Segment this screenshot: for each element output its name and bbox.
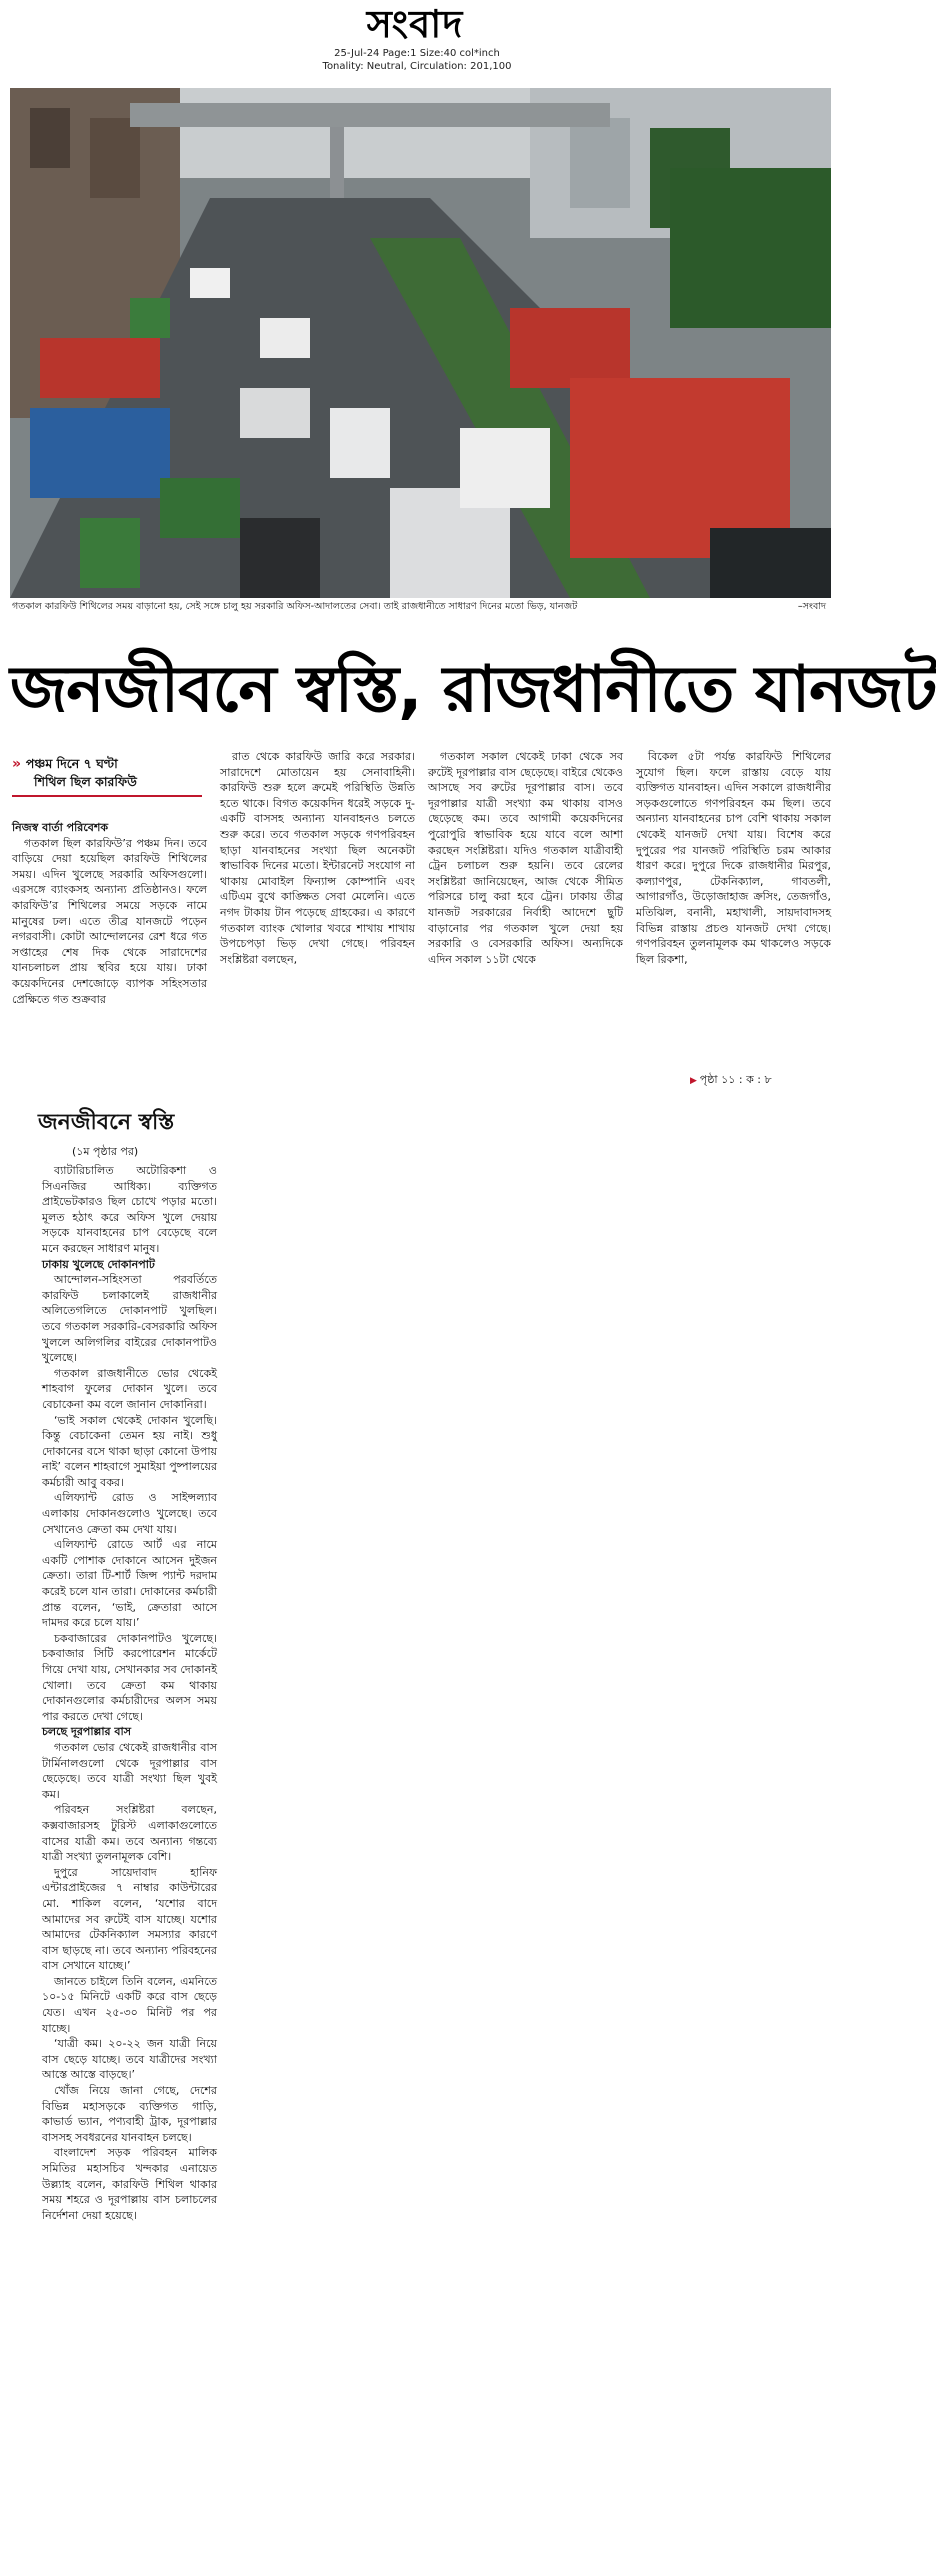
subhead-line-1: পঞ্চম দিনে ৭ ঘণ্টা (25, 756, 118, 771)
continuation-subtitle: (১ম পৃষ্ঠার পর) (72, 1145, 139, 1158)
byline: নিজস্ব বার্তা পরিবেশক (12, 821, 109, 834)
subhead-rule (12, 795, 202, 797)
paragraph: ‘যাত্রী কম। ২০-২২ জন যাত্রী নিয়ে বাস ছেড়ে যাচ্ছে। তবে যাত্রীদের সংখ্যা আস্তে আস্তে বাড়ছে।’ (42, 2037, 217, 2082)
headline: জনজীবনে স্বস্তি, রাজধানীতে যানজট (10, 653, 936, 727)
section-heading: ঢাকায় খুলেছে দোকানপাট (42, 1257, 155, 1271)
continuation-title: জনজীবনে স্বস্তি (38, 1110, 175, 1135)
paragraph: এলিফ্যান্ট রোডে আর্ট এর নামে একটি পোশাক দোকানে আসেন দুইজন ক্রেতা। তারা টি-শার্ট জিন্স প্যান্ট দরদাম করেই চলে যান তারা। দোকানের কর্মচারী প্রান্ত বলেন, ‘ভাই, ক্রেতারা আসে দামদর করে চলে যায়।’ (42, 1538, 217, 1630)
newspaper-logo: সংবাদ (366, 1, 464, 46)
double-arrow-icon: » (12, 756, 26, 772)
continuation-column (42, 1163, 217, 2553)
column-1-text: গতকাল ছিল কারফিউ’র পঞ্চম দিন। তবে বাড়িয়ে দেয়া হয়েছিল কারফিউ শিথিলের সময়। এদিন খুলেছে সরকারি অফিসগুলো। এরসঙ্গে ব্যাংকসহ অন্যান্য প্রতিষ্ঠানও। ফলে কারফিউ’র শিথিলের সময়ে সড়কে নামে মানুষের ঢল। এতে তীব্র যানজটে পড়েন নগরবাসী। কোটা আন্দোলনের রেশ ধরে গত সপ্তাহের শেষ দিক থেকে সারাদেশের যানচলাচল প্রায় স্থবির হয়ে যায়। ঢাকা কয়েকদিনের দেশজোড়ে ব্যাপক সহিংসতার প্রেক্ষিতে গত শুক্রবার (12, 836, 207, 1006)
photo-caption (12, 600, 830, 613)
paragraph: আন্দোলন-সহিংসতা পরবর্তিতে কারফিউ চলাকালেই রাজধানীর অলিতেগলিতে দোকানপাট খুলছিল। তবে গতকাল সরকারি-বেসরকারি অফিস খুললে অলিগলির বাইরের দোকানপাটও খুলেছে। (42, 1273, 217, 1365)
paragraph: চকবাজারের দোকানপাটও খুলেছে। চকবাজার সিটি করপোরেশন মার্কেটে গিয়ে দেখা যায়, সেখানকার সব দোকানই খোলা। তবে ক্রেতা কম থাকায় দোকানগুলোর কর্মচারীদের অলস সময় পার করতে দেখা গেছে। (42, 1631, 217, 1723)
photo-credit: –সংবাদ (797, 601, 826, 612)
article-column-1 (12, 820, 207, 1070)
traffic-photo (10, 88, 831, 598)
paragraph: পরিবহন সংশ্লিষ্টরা বলছেন, কক্সবাজারসহ টুরিস্ট এলাকাগুলোতে বাসের যাত্রী কম। তবে অন্যান্য গন্তব্যে যাত্রী সংখ্যা তুলনামূলক বেশি। (42, 1803, 217, 1864)
paragraph: গতকাল রাজধানীতে ভোর থেকেই শাহবাগ ফুলের দোকান খুলে। তবে বেচাকেনা কম বলে জানান দোকানিরা। (42, 1366, 217, 1411)
column-3-text: গতকাল সকাল থেকেই ঢাকা থেকে সব রুটেই দূরপাল্লার বাস ছেড়েছে। বাইরে থেকেও আসছে সব রুটের দূরপাল্লার বাস। তবে দূরপাল্লার যাত্রী সংখ্যা কম থাকায় বাসও ছেড়েছে কম। তবে আগামী কয়েকদিনের পুরোপুরি স্বাভাবিক হয়ে যাবে বলে আশা করছেন সংশ্লিষ্টরা। যদিও গতকাল যাত্রীবাহী ট্রেন চলাচল শুরু হয়নি। তবে রেলের সংশ্লিষ্টরা জানিয়েছেন, আজ থেকে সীমিত পরিসরে চালু করা হবে ট্রেন। ঢাকায় তীব্র যানজট সরকারের নির্বাহী আদেশে ছুটি বাড়ানোর পর গতকাল খুলে দেয়া হয় সরকারি ও বেসরকারি অফিস। অন্যদিকে এদিন সকাল ১১টা থেকে (428, 750, 623, 966)
article-column-2 (220, 749, 415, 1069)
clipping-meta-tonality: Tonality: Neutral, Circulation: 201,100 (322, 61, 512, 72)
article-column-3 (428, 749, 623, 1069)
page-jump (690, 1072, 772, 1089)
subhead-line-2: শিথিল ছিল কারফিউ (34, 774, 137, 789)
article-column-4 (636, 749, 831, 1069)
photo-caption-text: গতকাল কারফিউ শিথিলের সময় বাড়ানো হয়, সেই সঙ্গে চালু হয় সরকারি অফিস-আদালতের সেবা। তাই রাজধানীতে সাধারণ দিনের মতো ভিড়, যানজট (12, 601, 578, 612)
paragraph: বাংলাদেশ সড়ক পরিবহন মালিক সমিতির মহাসচিব খন্দকার এনায়েত উল্ল্যাহ বলেন, কারফিউ শিথিল থাকার সময় শহরে ও দূরপাল্লায় বাস চলাচলের নির্দেশনা দেয়া হয়েছে। (42, 2146, 217, 2222)
paragraph: জানতে চাইলে তিনি বলেন, এমনিতে ১০-১৫ মিনিটে একটি করে বাস ছেড়ে যেত। এখন ২৫-৩০ মিনিট পর পর যাচ্ছে। (42, 1974, 217, 2035)
subhead-box (12, 755, 204, 797)
clipping-meta-date: 25-Jul-24 Page:1 Size:40 col*inch (334, 48, 500, 59)
column-4-text: বিকেল ৫টা পর্যন্ত কারফিউ শিথিলের সুযোগ ছিল। ফলে রাস্তায় বেড়ে যায় ব্যক্তিগত যানবাহন। এদিন সকালে রাজধানীর সড়কগুলোতে গণপরিবহন কম ছিল। তবে অন্যান্য যানবাহনের চাপ বেশি থাকায় সকাল থেকেই যানজট দেখা যায়। বিশেষ করে দুপুরের পর যানজট পরিস্থিতি চরম আকার ধারণ করে। দুপুরে দিকে রাজধানীর মিরপুর, কল্যাণপুর, টেকনিক্যাল, গাবতলী, আগারগাঁও, উড়োজাহাজ ক্রসিং, তেজগাঁও, মতিঝিল, বনানী, মহাখালী, সায়দাবাদসহ বিভিন্ন রাস্তায় প্রচণ্ড যানজট দেখা গেছে। গণপরিবহন তুলনামূলক কম থাকলেও সড়কে ছিল রিকশা, (636, 750, 831, 966)
paragraph: গতকাল ভোর থেকেই রাজধানীর বাস টার্মিনালগুলো থেকে দূরপাল্লার বাস ছেড়েছে। তবে যাত্রী সংখ্যা ছিল খুবই কম। (42, 1740, 217, 1801)
page-jump-text: পৃষ্ঠা ১১ : ক : ৮ (699, 1073, 772, 1086)
paragraph: ব্যাটারিচালিত অটোরিকশা ও সিএনজির আধিক্য। ব্যক্তিগত প্রাইভেটকারও ছিল চোখে পড়ার মতো। মূলত হঠাৎ করে অফিস খুলে দেয়ায় সড়কে যানবাহনের চাপ বেড়েছে বলে মনে করছেন সাধারণ মানুষ। (42, 1164, 217, 1255)
column-2-text: রাত থেকে কারফিউ জারি করে সরকার। সারাদেশে মোতায়েন হয় সেনাবাহিনী। কারফিউ শুরু হলে ক্রমেই পরিস্থিতি উন্নতি হতে থাকে। বিগত কয়েকদিন ধরেই সড়কে দু-একটি বাসসহ অন্যান্য যানবাহনও চলতে শুরু করে। তবে গতকাল সড়কে গণপরিবহন ছাড়া যানবাহনের সংখ্যা ছিল অনেকটা স্বাভাবিক দিনের মতো। ইন্টারনেট সংযোগ না থাকায় মোবাইল ফিন্যান্স কোম্পানি এবং এটিএম বুথে কাঙ্ক্ষিত সেবা মেলেনি। এতে নগদ টাকায় টান পড়েছে গ্রাহকের। এ কারণে গতকাল ব্যাংক খোলার খবরে শাখায় শাখায় উপচেপড়া ভিড় দেখা গেছে। পরিবহন সংশ্লিষ্টরা বলছেন, (220, 750, 415, 966)
triangle-right-icon: ▶ (690, 1076, 700, 1086)
paragraph: এলিফ্যান্ট রোড ও সাইন্সল্যাব এলাকায় দোকানগুলোও খুলেছে। তবে সেখানেও ক্রেতা কম দেখা যায়। (42, 1491, 217, 1536)
paragraph: খোঁজ নিয়ে জানা গেছে, দেশের বিভিন্ন মহাসড়কে ব্যক্তিগত গাড়ি, কাভার্ড ভ্যান, পণ্যবাহী ট্রাক, দূরপাল্লার বাসসহ সবধরনের যানবাহন চলছে। (42, 2084, 217, 2144)
paragraph: দুপুরে সায়েদাবাদ হানিফ এন্টারপ্রাইজের ৭ নাম্বার কাউন্টারের মো. শাকিল বলেন, ‘যশোর বাদে আমাদের সব রুটেই বাস যাচ্ছে। যশোর আমাদের টেকনিক্যাল সমস্যার কারণে বাস ছাড়ছে না। তবে অন্যান্য পরিবহনের বাস সেখানে যাচ্ছে।’ (42, 1865, 217, 1973)
paragraph: ‘ভাই সকাল থেকেই দোকান খুলেছি। কিন্তু বেচাকেনা তেমন হয় নাই। শুধু দোকানের বসে থাকা ছাড়া কোনো উপায় নাই’ বলেন শাহবাগে সুমাইয়া পুষ্পালয়ের কর্মচারী আবু বকর। (42, 1413, 217, 1489)
section-heading: চলছে দূরপাল্লার বাস (42, 1725, 132, 1739)
